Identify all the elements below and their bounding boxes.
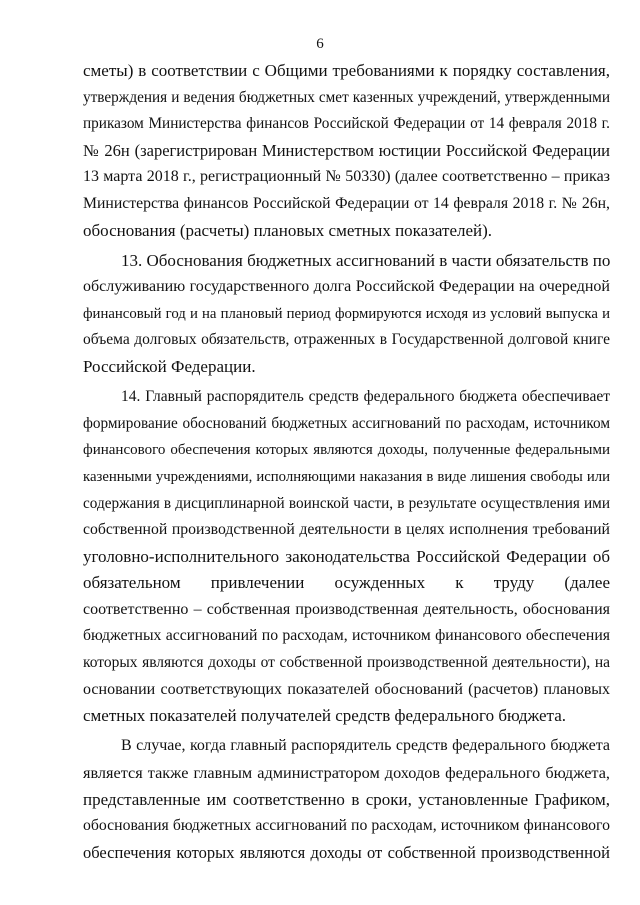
text-line: финансового обеспечения которых являются доходы, полученные федеральными xyxy=(83,442,610,459)
text-line: обоснования (расчеты) плановых сметных показателей). xyxy=(83,220,493,240)
paragraph-continuation xyxy=(83,58,610,244)
text-line: утверждения и ведения бюджетных смет казенных учреждений, утвержденными xyxy=(83,88,610,106)
text-line: является также главным администратором доходов федерального бюджета, xyxy=(83,763,610,782)
text-line: финансовый год и на плановый период формируются исходя из условий выпуска и xyxy=(83,305,610,322)
text-line: Министерства финансов Российской Федерации от 14 февраля 2018 г. № 26н, xyxy=(83,194,610,212)
paragraph-in-case xyxy=(83,733,610,866)
document-body xyxy=(83,58,610,866)
text-line: формирование обоснований бюджетных ассигнований по расходам, источником xyxy=(83,414,610,432)
text-line: В случае, когда главный распорядитель средств федерального бюджета xyxy=(121,737,610,755)
text-line: основании соответствующих показателей обоснований (расчетов) плановых xyxy=(83,680,610,698)
text-line: собственной производственной деятельности в целях исполнения требований xyxy=(83,521,610,539)
text-line: казенными учреждениями, исполняющими наказания в виде лишения свободы или xyxy=(83,468,610,485)
text-line: 13 марта 2018 г., регистрационный № 50330) (далее соответственно – приказ xyxy=(83,168,610,186)
text-line: которых являются доходы от собственной производственной деятельности), на xyxy=(83,654,610,672)
text-line: обоснования бюджетных ассигнований по расходам, источником финансового xyxy=(83,817,610,835)
text-line: № 26н (зарегистрирован Министерством юстиции Российской Федерации xyxy=(83,140,610,160)
text-line: 14. Главный распорядитель средств федерального бюджета обеспечивает xyxy=(121,388,610,406)
text-line: обслуживанию государственного долга Российской Федерации на очередной xyxy=(83,278,610,296)
text-line: уголовно-исполнительного законодательства Российской Федерации об xyxy=(83,546,610,566)
paragraph-13 xyxy=(83,248,610,381)
text-line: соответственно – собственная производственная деятельность, обоснования xyxy=(83,600,610,618)
page-number: 6 xyxy=(316,36,324,52)
text-line: сметных показателей получателей средств федерального бюджета. xyxy=(83,706,566,726)
text-line: представленные им соответственно в сроки, установленные Графиком, xyxy=(83,789,610,809)
text-line: объема долговых обязательств, отраженных в Государственной долговой книге xyxy=(83,331,610,349)
text-line: 13. Обоснования бюджетных ассигнований в части обязательств по xyxy=(121,250,611,270)
text-line: обязательном привлечении осужденных к труду (далее xyxy=(83,573,610,593)
text-line: содержания в дисциплинарной воинской части, в результате осуществления ими xyxy=(83,494,610,512)
text-line: бюджетных ассигнований по расходам, источником финансового обеспечения xyxy=(83,627,610,645)
text-line: приказом Министерства финансов Российской Федерации от 14 февраля 2018 г. xyxy=(83,115,610,133)
text-line: сметы) в соответствии с Общими требованиями к порядку составления, xyxy=(83,61,610,80)
text-line: обеспечения которых являются доходы от собственной производственной xyxy=(83,842,610,862)
paragraph-14 xyxy=(83,384,610,730)
text-line: Российской Федерации. xyxy=(83,357,256,377)
